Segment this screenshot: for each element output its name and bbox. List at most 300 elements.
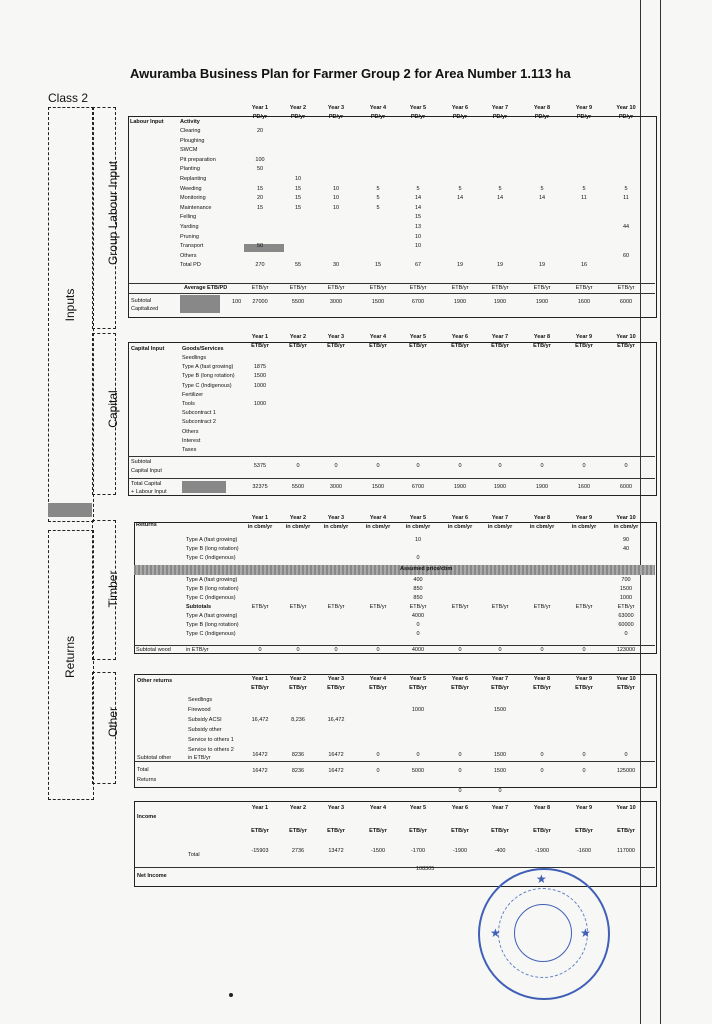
- subtotal-label: Capital Input: [131, 468, 162, 474]
- timber-subtotal: 0: [296, 647, 300, 653]
- year-header: Year 8: [533, 515, 551, 521]
- returns-total: 0: [540, 768, 544, 774]
- income-total: -1900: [534, 848, 550, 854]
- activity-label: Total PD: [180, 262, 201, 269]
- timber-type-label: Type C (Indigenous): [186, 631, 236, 637]
- etb-unit: ETB/yr: [617, 604, 635, 610]
- unit-header: PD/yr: [252, 114, 268, 120]
- timber-subtotal-value: 63000: [618, 613, 634, 619]
- labour-value: 20: [256, 128, 264, 134]
- unit-header: ETB/yr: [369, 685, 387, 691]
- activity-label: Ploughing: [180, 137, 205, 144]
- etb-unit: ETB/yr: [409, 604, 427, 610]
- capital-subtotal: 0: [582, 463, 586, 469]
- activity-label: Yarding: [180, 224, 199, 230]
- row-divider: [128, 293, 655, 294]
- timber-subtotal-value: 4000: [411, 613, 425, 619]
- unit-header: ETB/yr: [369, 828, 387, 834]
- timber-type-label: Type B (long rotation): [186, 622, 239, 628]
- other-subtotal: 0: [624, 752, 628, 758]
- etb-unit: ETB/yr: [369, 285, 387, 291]
- timber-price: 700: [621, 577, 631, 583]
- activity-label: Maintenance: [180, 204, 212, 211]
- goods-label: Others: [182, 428, 199, 435]
- capital-subtotal: 0: [376, 463, 380, 469]
- etb-unit: ETB/yr: [491, 285, 509, 291]
- other-label: Firewood: [188, 707, 211, 713]
- labour-subtotal: 1900: [535, 299, 549, 305]
- etb-unit: ETB/yr: [451, 604, 469, 610]
- capital-subtotal: 0: [498, 463, 502, 469]
- labour-value: 15: [294, 204, 302, 211]
- labour-value: 50: [256, 166, 264, 173]
- labour-value: 5: [498, 185, 502, 192]
- income-total: -1500: [370, 848, 386, 854]
- year-header: Year 4: [369, 515, 387, 521]
- labour-value: 5: [376, 185, 380, 192]
- labour-subtotal: 1900: [493, 299, 507, 305]
- inputs-label: Inputs: [63, 288, 77, 322]
- other-value: 1500: [493, 707, 507, 713]
- unit-header: ETB/yr: [327, 685, 345, 691]
- total-label: Total: [188, 852, 200, 858]
- labour-value: 19: [538, 262, 546, 269]
- unit-header: ETB/yr: [251, 343, 269, 349]
- year-header: Year 5: [409, 334, 427, 340]
- labour-value: 10: [332, 185, 340, 192]
- capital-total: 6000: [619, 484, 633, 490]
- subtotal-wood-unit: in ETB/yr: [186, 647, 209, 653]
- etb-unit: ETB/yr: [251, 285, 269, 291]
- unit-header: PD/yr: [576, 114, 592, 120]
- unit-header: in cbm/yr: [529, 524, 555, 530]
- labour-subtotal: 1600: [577, 299, 591, 305]
- year-header: Year 5: [409, 515, 427, 521]
- etb-unit: ETB/yr: [251, 604, 269, 610]
- other-returns-header: Other returns: [137, 678, 173, 684]
- unit-header: ETB/yr: [617, 828, 635, 834]
- shaded-cell: [182, 481, 226, 493]
- labour-value: 60: [622, 252, 630, 259]
- capital-input-header: Capital Input: [131, 346, 165, 352]
- other-label: Seedlings: [188, 697, 213, 703]
- activity-label: Pruning: [180, 233, 199, 240]
- labour-value: 55: [294, 262, 302, 269]
- goods-label: Fertilizer: [182, 391, 204, 398]
- goods-label: Interest: [182, 437, 201, 444]
- unit-header: ETB/yr: [369, 343, 387, 349]
- subtotal-wood-label: Subtotal wood: [136, 647, 171, 653]
- labour-value: 14: [538, 195, 546, 202]
- unit-header: ETB/yr: [409, 343, 427, 349]
- timber-volume: 40: [622, 546, 630, 552]
- year-header: Year 7: [491, 105, 509, 111]
- year-header: Year 9: [575, 515, 593, 521]
- income-total: 13472: [328, 848, 344, 854]
- year-header: Year 9: [575, 334, 593, 340]
- labour-value: 15: [414, 214, 422, 221]
- returns-total: 8236: [291, 768, 305, 774]
- unit-header: in cbm/yr: [487, 524, 513, 530]
- returns-total: 16472: [252, 768, 268, 774]
- goods-label: Taxes: [182, 447, 197, 453]
- unit-header: in cbm/yr: [613, 524, 639, 530]
- labour-value: 15: [256, 204, 264, 211]
- returns-total: 5000: [411, 768, 425, 774]
- unit-header: ETB/yr: [327, 828, 345, 834]
- labour-subtotal: 5500: [291, 299, 305, 305]
- year-header: Year 2: [289, 334, 307, 340]
- labour-value: 14: [414, 204, 422, 211]
- activity-label: Pit preparation: [180, 156, 216, 163]
- capital-total: 5500: [291, 484, 305, 490]
- year-header: Year 2: [289, 515, 307, 521]
- document-title: Awuramba Business Plan for Farmer Group 2 for Area Number 1.113 ha: [130, 66, 571, 81]
- year-header: Year 8: [533, 676, 551, 682]
- returns-total: 0: [458, 768, 462, 774]
- unit-header: ETB/yr: [491, 828, 509, 834]
- labour-subtotal: 6700: [411, 299, 425, 305]
- unit-header: PD/yr: [452, 114, 468, 120]
- total-label: Returns: [137, 777, 157, 783]
- labour-subtotal: 1500: [371, 299, 385, 305]
- section-separator: [48, 503, 92, 517]
- year-header: Year 2: [289, 105, 307, 111]
- timber-subtotal: 0: [582, 647, 586, 653]
- timber-type-label: Type A (fast growing): [186, 613, 238, 619]
- timber-subtotal: 0: [498, 647, 502, 653]
- returns-total: 16472: [328, 768, 344, 774]
- unit-header: PD/yr: [370, 114, 386, 120]
- activity-label: Replanting: [180, 176, 207, 182]
- activity-label: Clearing: [180, 128, 201, 134]
- labour-input-header: Labour Input: [130, 119, 164, 125]
- timber-price: 850: [413, 586, 423, 592]
- timber-price: 850: [413, 595, 423, 601]
- income-total: -15903: [251, 848, 269, 854]
- unit-header: in cbm/yr: [323, 524, 349, 530]
- row-divider: [134, 761, 655, 762]
- labour-value: 5: [376, 195, 380, 202]
- labour-value: 14: [456, 195, 464, 202]
- row-divider: [128, 456, 655, 457]
- timber-label: Timber: [106, 570, 120, 608]
- etb-unit: ETB/yr: [327, 604, 345, 610]
- row-divider: [128, 283, 655, 284]
- unit-header: ETB/yr: [617, 343, 635, 349]
- timber-subtotal-value: 0: [416, 631, 420, 637]
- labour-value: 5: [416, 185, 420, 192]
- year-header: Year 7: [491, 334, 509, 340]
- labour-value: 10: [332, 195, 340, 202]
- labour-value: 67: [414, 262, 422, 269]
- labour-value: 19: [456, 262, 464, 269]
- unit-header: ETB/yr: [409, 685, 427, 691]
- unit-header: ETB/yr: [533, 343, 551, 349]
- year-header: Year 1: [251, 334, 269, 340]
- capital-subtotal: 0: [334, 463, 338, 469]
- subtotal-label: Subtotal: [131, 298, 152, 304]
- year-header: Year 10: [616, 105, 636, 111]
- capital-subtotal: 0: [624, 463, 628, 469]
- extra-value: 0: [498, 788, 502, 794]
- net-income-value: 108305: [416, 866, 435, 872]
- returns-total: 1500: [493, 768, 507, 774]
- unit-header: in cbm/yr: [447, 524, 473, 530]
- labour-subtotal: 6000: [619, 299, 633, 305]
- capital-total: 3000: [329, 484, 343, 490]
- returns-total: 0: [376, 768, 380, 774]
- labour-value: 15: [256, 185, 264, 192]
- other-subtotal: 16472: [252, 752, 268, 758]
- etb-unit: ETB/yr: [451, 285, 469, 291]
- shaded-cell: [180, 295, 220, 313]
- year-header: Year 2: [289, 805, 307, 811]
- activity-label: Weeding: [180, 185, 202, 192]
- labour-value: 5: [458, 185, 462, 192]
- labour-value: 11: [623, 195, 629, 202]
- timber-type-label: Type A (fast growing): [186, 537, 238, 543]
- labour-subtotal: 27000: [252, 299, 268, 305]
- etb-unit: ETB/yr: [491, 604, 509, 610]
- labour-value: 10: [414, 243, 422, 250]
- returns-total: 0: [582, 768, 586, 774]
- labour-value: 270: [255, 262, 265, 269]
- year-header: Year 3: [327, 676, 345, 682]
- labour-value: 15: [374, 262, 382, 269]
- activity-label: Transport: [180, 243, 204, 250]
- etb-unit: ETB/yr: [575, 285, 593, 291]
- other-subtotal: 0: [540, 752, 544, 758]
- timber-type-label: Type B (long rotation): [186, 586, 239, 592]
- other-subtotal: 16472: [328, 752, 344, 758]
- year-header: Year 10: [616, 515, 636, 521]
- unit-header: ETB/yr: [617, 685, 635, 691]
- year-header: Year 8: [533, 805, 551, 811]
- year-header: Year 9: [575, 805, 593, 811]
- capital-total: 1500: [371, 484, 385, 490]
- year-header: Year 5: [409, 676, 427, 682]
- capital-subtotal: 0: [296, 463, 300, 469]
- year-header: Year 4: [369, 105, 387, 111]
- goods-label: Seedlings: [182, 355, 207, 361]
- total-label: Total Capital: [131, 481, 162, 487]
- other-subtotal: 8236: [291, 752, 305, 758]
- timber-subtotal-value: 0: [416, 622, 420, 628]
- goods-label: Subcontract 1: [182, 410, 216, 417]
- year-header: Year 4: [369, 805, 387, 811]
- subtotal-label: Subtotal: [131, 459, 152, 465]
- capital-total: 6700: [411, 484, 425, 490]
- income-label: Income: [137, 814, 157, 820]
- year-header: Year 7: [491, 805, 509, 811]
- year-header: Year 3: [327, 334, 345, 340]
- income-total: -1900: [452, 848, 468, 854]
- labour-value: 44: [622, 224, 630, 230]
- goods-label: Tools: [182, 401, 195, 407]
- labour-value: 14: [414, 195, 422, 202]
- other-subtotal: 0: [416, 752, 420, 758]
- year-header: Year 4: [369, 334, 387, 340]
- capital-total: 1900: [535, 484, 549, 490]
- year-header: Year 1: [251, 515, 269, 521]
- income-total: 2736: [291, 848, 305, 854]
- year-header: Year 5: [409, 105, 427, 111]
- unit-header: ETB/yr: [289, 685, 307, 691]
- labour-value: 30: [332, 262, 340, 269]
- year-header: Year 3: [327, 105, 345, 111]
- labour-value: 19: [496, 262, 504, 269]
- capital-total: 32375: [252, 484, 268, 490]
- timber-subtotal: 4000: [411, 647, 425, 653]
- labour-value: 5: [376, 204, 380, 211]
- etb-unit: ETB/yr: [533, 285, 551, 291]
- other-subtotal: 0: [582, 752, 586, 758]
- unit-header: in cbm/yr: [365, 524, 391, 530]
- other-value: 16,472: [251, 717, 269, 723]
- timber-volume: 0: [416, 555, 420, 561]
- returns-header: Returns: [136, 522, 157, 528]
- unit-header: ETB/yr: [575, 685, 593, 691]
- timber-subtotal: 0: [540, 647, 544, 653]
- activity-label: Planting: [180, 166, 200, 173]
- activity-label: Monitoring: [180, 195, 206, 202]
- unit-header: ETB/yr: [533, 828, 551, 834]
- unit-header: PD/yr: [328, 114, 344, 120]
- timber-subtotal: 0: [258, 647, 262, 653]
- labour-value: 20: [256, 195, 264, 202]
- income-total: 117000: [617, 848, 635, 854]
- other-label: Service to others 2: [188, 747, 234, 753]
- timber-subtotal: 0: [334, 647, 338, 653]
- etb-unit: ETB/yr: [369, 604, 387, 610]
- income-total: -1600: [576, 848, 592, 854]
- avg-value: 100: [232, 299, 242, 305]
- labour-value: 15: [294, 195, 302, 202]
- income-total: -400: [494, 848, 506, 854]
- labour-subtotal: 3000: [329, 299, 343, 305]
- year-header: Year 4: [369, 676, 387, 682]
- etb-unit: ETB/yr: [289, 285, 307, 291]
- income-total: -1700: [410, 848, 426, 854]
- etb-unit: ETB/yr: [327, 285, 345, 291]
- activity-label: Felling: [180, 214, 197, 221]
- year-header: Year 3: [327, 805, 345, 811]
- labour-value: 13: [414, 224, 422, 230]
- labour-subtotal: 1900: [453, 299, 467, 305]
- etb-unit: ETB/yr: [575, 604, 593, 610]
- timber-price: 400: [413, 577, 423, 583]
- other-label: Service to others 1: [188, 737, 234, 743]
- timber-price: 1000: [619, 595, 633, 601]
- unit-header: ETB/yr: [491, 343, 509, 349]
- returns-label: Returns: [63, 635, 77, 679]
- labour-value: 100: [255, 156, 265, 163]
- year-header: Year 10: [616, 676, 636, 682]
- group-labour-label: Group Labour Input: [106, 160, 120, 266]
- other-value: 16,472: [327, 717, 345, 723]
- unit-header: in cbm/yr: [285, 524, 311, 530]
- timber-subtotal-value: 60000: [618, 622, 634, 628]
- unit-header: ETB/yr: [451, 828, 469, 834]
- capital-total: 1900: [453, 484, 467, 490]
- year-header: Year 6: [451, 805, 469, 811]
- unit-header: ETB/yr: [491, 685, 509, 691]
- activity-label: SWCM: [180, 147, 198, 154]
- labour-value: 14: [496, 195, 504, 202]
- timber-subtotal: 123000: [616, 647, 636, 653]
- timber-type-label: Type C (Indigenous): [186, 555, 236, 561]
- labour-value: 5: [540, 185, 544, 192]
- capitalized-label: Capitalized: [131, 306, 159, 312]
- activity-header: Activity: [180, 119, 200, 125]
- goods-header: Goods/Services: [182, 346, 224, 352]
- year-header: Year 6: [451, 334, 469, 340]
- unit-header: in cbm/yr: [247, 524, 273, 530]
- year-header: Year 2: [289, 676, 307, 682]
- labour-value: 10: [294, 176, 302, 182]
- timber-type-label: Type C (Indigenous): [186, 595, 236, 601]
- unit-header: PD/yr: [618, 114, 634, 120]
- unit-header: ETB/yr: [533, 685, 551, 691]
- price-band-label: Assumed price/cbm: [400, 566, 453, 572]
- income-table: [134, 801, 657, 887]
- unit-header: ETB/yr: [575, 343, 593, 349]
- year-header: Year 1: [251, 676, 269, 682]
- year-header: Year 6: [451, 676, 469, 682]
- subtotal-other-unit: in ETB/yr: [188, 755, 211, 761]
- unit-header: PD/yr: [492, 114, 508, 120]
- etb-unit: ETB/yr: [617, 285, 635, 291]
- year-header: Year 9: [575, 676, 593, 682]
- other-subtotal: 0: [376, 752, 380, 758]
- unit-header: ETB/yr: [327, 343, 345, 349]
- labour-value: 10: [414, 233, 422, 240]
- capital-subtotal: 0: [458, 463, 462, 469]
- goods-label: Subcontract 2: [182, 419, 216, 426]
- timber-type-label: Type B (long rotation): [186, 546, 239, 552]
- labour-value: 16: [580, 262, 588, 269]
- labour-value: 10: [332, 204, 340, 211]
- timber-price: 1500: [619, 586, 633, 592]
- labour-value: 50: [256, 243, 264, 250]
- year-header: Year 5: [409, 805, 427, 811]
- labour-value: 15: [294, 185, 302, 192]
- subtotals-label: Subtotals: [186, 604, 212, 610]
- timber-volume: 10: [414, 537, 422, 543]
- etb-unit: ETB/yr: [409, 285, 427, 291]
- year-header: Year 3: [327, 515, 345, 521]
- other-subtotal: 0: [458, 752, 462, 758]
- year-header: Year 1: [251, 105, 269, 111]
- capital-total: 1600: [577, 484, 591, 490]
- unit-header: PD/yr: [410, 114, 426, 120]
- unit-header: ETB/yr: [289, 343, 307, 349]
- unit-header: PD/yr: [290, 114, 306, 120]
- labour-value: 5: [624, 185, 628, 192]
- row-divider: [134, 645, 655, 646]
- total-label: Total: [137, 767, 149, 773]
- goods-label: Type C (Indigenous): [182, 382, 232, 389]
- unit-header: PD/yr: [534, 114, 550, 120]
- timber-subtotal: 0: [376, 647, 380, 653]
- capital-total: 1900: [493, 484, 507, 490]
- year-header: Year 10: [616, 334, 636, 340]
- class-label: Class 2: [48, 91, 89, 105]
- returns-total: 125000: [616, 768, 636, 774]
- capital-value: 1000: [253, 382, 267, 389]
- year-header: Year 8: [533, 334, 551, 340]
